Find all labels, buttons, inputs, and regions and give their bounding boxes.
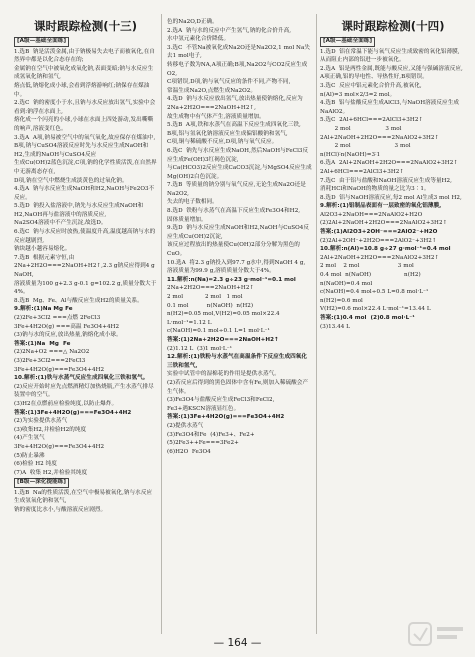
right-section-a-tag: [A级—基础全面练] <box>320 37 375 47</box>
answer-line: (2)2Fe+3Cl2 ===点燃 2FeCl3 <box>14 315 101 321</box>
answer-line: 答案:(1)3Fe+4H2O(g)===Fe3O4+4H2 <box>167 414 285 421</box>
answer-line: 答案:(1)Al2O3+2OH⁻===2AlO2⁻+H2O <box>320 229 438 236</box>
answer-line: 消耗HCl和NaOH的物质的量之比为3∶1。 <box>320 186 430 193</box>
answer-line: 钠块越小越容易熔化。 <box>14 246 71 253</box>
answer-line: (3)2Fe+3Cl2===2FeCl3 3Fe+4H2O(g)===Fe3O4+4H2 <box>14 357 105 373</box>
answer-line: 2.选A 钠与水的反应中产生氢气,钠的化合价升高, <box>167 27 292 34</box>
answer-line: 从而阻止内部的铝进一步被氧化。 <box>320 57 405 64</box>
answer-line: 答案:(1)3Fe+4H2O(g)===Fe3O4+4H2 <box>14 409 132 416</box>
answer-line: B项,钠与CuSO4溶液反应时先与水反应生成NaOH和H2,生成的NaOH与CuSO4反应 <box>14 143 149 158</box>
answer-line: 8.选D 铁粉与水蒸气在高温下反应生成Fe3O4和H2, <box>167 208 301 215</box>
answer-line: 答案:(1)2Na+2H2O===2NaOH+H2↑ <box>167 336 279 343</box>
answer-line: n(Al)=3 mol×2/3=2 mol。 <box>320 91 396 98</box>
answer-line: 9.解析:(1)Na Mg Fe <box>14 306 73 313</box>
answer-line: 7.选C 由于铝与盐酸和NaOH溶液反应生成等量H2, <box>320 177 452 184</box>
answer-line: Al2O3+2NaOH===2NaAlO2+H2O <box>320 211 423 218</box>
answer-line: (4)产生氢气 <box>14 435 45 442</box>
answer-line: n(HCl)∶n(NaOH)=3∶1 <box>320 151 381 158</box>
left-section-b-tag: [B级—深化提能练] <box>14 478 69 488</box>
answer-line: c(NaOH)=0.1 mol÷0.1 L=1 mol·L⁻¹ <box>167 328 270 335</box>
answer-line: C项,铜与稀硫酸不反应,D项,钠与氧气反应。 <box>167 139 278 146</box>
answer-line: (2)2Na+O2 ===△ Na2O2 <box>14 349 90 356</box>
answer-line: 3.选A A项,钠易被空气中的氧气氧化,故应保存在煤油中, <box>14 134 156 141</box>
answer-line: 8.选B Mg、Fe、Al与酸反应生成H2的质量关系。 <box>14 297 143 304</box>
left-column <box>14 18 157 515</box>
answer-line: 2 mol 3 mol <box>320 143 411 150</box>
answer-line: (2)反应开始时应先点燃酒精灯加热烧瓶,产生水蒸气排尽装置中的空气。 <box>14 383 154 399</box>
answer-line: 钠的密度比水小,与酸溶液反应剧烈。 <box>14 507 107 514</box>
answer-line: 4.选B 铝与盐酸反应生成AlCl3,与NaOH溶液反应生成NaAlO2。 <box>320 100 459 115</box>
answer-line: 1.选D 铝在常温下能与氧气反应生成致密的氧化铝薄膜, <box>320 48 460 55</box>
answer-line: 2.选A 铝是两性金属,既能与酸反应,又能与强碱溶液反应, <box>320 65 463 72</box>
answer-line: 2Na+2H2O===2NaOH+H2↑ <box>167 285 255 292</box>
answer-line: (3)钠与水的反应,放出热量,钠熔化成小球。 <box>14 332 122 339</box>
answer-line: 9.选D 钠与水反应生成NaOH和H2,NaOH与CuSO4反应生成Cu(OH)2沉淀, <box>167 225 309 240</box>
answer-line: 转移电子数为NA,A项正确;B项,Na2O2与CO2反应生成O2, <box>167 61 308 77</box>
answer-line: 9.解析:(1)铝制品表面有一层致密的氧化铝薄膜, <box>320 203 442 210</box>
answer-line: (3)H2在点燃前应检验纯度,以防止爆炸。 <box>14 400 118 407</box>
answer-line: 6.选A 2Al+2NaOH+2H2O===2NaAlO2+3H2↑ <box>320 160 459 167</box>
answer-line: 色的Na2O,D正确。 <box>167 19 218 25</box>
answer-line: 1.选B Na的性质活泼,在空气中极易被氧化,钠与水反应生成氢氧化钠和氢气, <box>14 489 153 505</box>
answer-line: c(NaOH)=0.4 mol÷0.5 L=0.8 mol·L⁻¹ <box>320 289 429 296</box>
answer-line: (6)H2O Fe3O4 <box>167 448 211 455</box>
answer-line: 7.选B 等质量的钠分别与氧气反应,无论生成Na2O还是Na2O2, <box>167 182 306 197</box>
answer-line: 答案:(1)0.4 mol (2)0.8 mol·L⁻¹ <box>320 315 415 321</box>
answer-line: 该反应过程放出的热量使Cu(OH)2部分分解为黑色的CuO。 <box>167 242 300 258</box>
answer-line: (3)Fe3O4与盐酸反应生成FeCl3和FeCl2, <box>167 397 275 404</box>
answer-line: 3.选C 反应中铝元素化合价升高,被氧化, <box>320 82 422 89</box>
answer-line: 溶液质量为100 g+2.3 g-0.1 g=102.2 g,质量分数大于4%。 <box>14 280 157 296</box>
right-column <box>320 18 466 331</box>
answer-line: 0.4 mol n(NaOH) n(H2) <box>320 272 421 279</box>
answer-line: (2)为实验提供水蒸气 <box>14 418 68 425</box>
answer-line: C项错误,D项,钠与氧气反应的条件不同,产物不同, <box>167 79 291 86</box>
answer-line: 2Al+2NaOH+2H2O===2NaAlO2+3H2↑ <box>320 134 440 141</box>
answer-line: 与Ca(HCO3)2反应生成CaCO3沉淀,与MgSO4反应生成Mg(OH)2白色沉淀。 <box>167 165 312 180</box>
answer-line: 5.选C 2Al+6HCl===2AlCl3+3H2↑ <box>320 117 424 124</box>
answer-line: 实验中试管中的湿棉花的作用是提供水蒸气。 <box>167 371 280 378</box>
answer-line: 金属钠在空气中被氧化成氧化钠,表面变暗;钠与水反应生成氢氧化钠和氢气, <box>14 65 154 81</box>
middle-column <box>167 18 312 456</box>
column-divider-right <box>316 14 317 634</box>
answer-line: 5.选B A项,铁和水蒸气在高温下反应生成四氧化三铁, <box>167 122 301 129</box>
answer-line: 12.解析:(1)铁粉与水蒸气在高温条件下反应生成四氧化三铁和氢气, <box>167 354 308 369</box>
answer-line: 固体质量增加。 <box>167 216 207 223</box>
answer-line: 失去的电子数相同。 <box>167 199 218 206</box>
answer-line: n(H2)=0.05 mol,V(H2)=0.05 mol×22.4 L·mol⁻¹=1.12 L <box>167 311 282 326</box>
answer-line: (3)Fe3O4和Fe (4)Fe3+、Fe2+ <box>167 431 255 438</box>
answer-line: 2.选C 钠的密度小于水,且钠与水反应放出氢气,实验中会看到:钠浮在水面上, <box>14 100 156 115</box>
answer-line: 10.解析:n(Al)=10.8 g÷27 g·mol⁻¹=0.4 mol <box>320 246 451 253</box>
answer-line: 2Al+2NaOH+2H2O===2NaAlO2+3H2↑ <box>320 254 440 261</box>
answer-line: 10.选A 将2.3 g钠投入到97.7 g水中,得到NaOH 4 g, <box>167 259 306 266</box>
answer-line: 常温生成Na2O,点燃生成Na2O2。 <box>167 87 257 94</box>
answer-line: n(H2)=0.6 mol <box>320 297 363 304</box>
answer-line: V(H2)=0.6 mol×22.4 L·mol⁻¹=13.44 L <box>320 306 431 313</box>
answer-line: 生成Cu(OH)2蓝色沉淀,C项,钠的化学性质活泼,在自然界中无游离态存在, <box>14 160 157 175</box>
answer-line: D项,钠在空气中燃烧生成淡黄色的过氧化钠。 <box>14 177 128 184</box>
right-answer-lines <box>320 48 466 332</box>
answer-line: (3)13.44 L <box>320 323 350 330</box>
answer-line: 1.选B 钠是活泼金属,由于钠极易失去电子而被氧化,在自然界中都是以化合态存在的; <box>14 48 156 64</box>
answer-line: 7.选B 根据元素守恒,由2Na+2H2O===2NaOH+H2↑,2.3 g钠反应得到4 g NaOH, <box>14 254 157 279</box>
answer-line: B项,铝与氢氧化钠溶液反应生成偏铝酸钠和氢气, <box>167 130 288 137</box>
answer-line: A项正确,铝的导电性、导热性好,B项错误。 <box>320 74 428 81</box>
answer-line: 熔化成一个闪亮的小球,小球在水面上四处游动,发出嘶嘶的响声,溶液变红色。 <box>14 117 154 132</box>
answer-line: (2)若反应后得到的黑色固体中含有Fe,则加入稀硫酸会产生气体。 <box>167 379 309 395</box>
answer-line: 水中氢元素化合价降低。 <box>167 36 230 43</box>
left-column-title: 课时跟踪检测(十三) <box>33 19 137 33</box>
answer-line: 0.1 mol n(NaOH) n(H2) <box>167 302 254 309</box>
answer-line: 2 mol 3 mol <box>320 125 402 132</box>
answer-line: 6.选C 钠先与水反应生成NaOH,然后NaOH与FeCl3反应生成Fe(OH)3红褐色沉淀, <box>167 147 309 163</box>
answer-line: 溶液质量为99.9 g,溶质质量分数大于4%。 <box>167 268 275 275</box>
watermark-logo-icon <box>407 619 467 649</box>
answer-line: Na2SO4溶液中不产生沉淀,故选D。 <box>14 220 107 227</box>
answer-line: (7)A 收集 H2,并检验其纯度 <box>14 469 88 476</box>
answer-line: 6.选C 钠与水反应时放热,使温度升高,温度越高钠与水的反应越剧烈, <box>14 229 156 244</box>
answer-line: 5.选D 钠投入盐溶液中,钠先与水反应生成NaOH和H2,NaOH再与盐溶液中的溶质反应, <box>14 203 144 218</box>
right-column-title: 课时跟踪检测(十四) <box>341 19 445 33</box>
column-divider-left <box>161 14 162 634</box>
answer-line: (5)防止暴沸 <box>14 452 45 459</box>
answer-line: (6)检验 H2 纯度 <box>14 461 57 468</box>
answer-line: (2)2Al+2NaOH+2H2O===2NaAlO2+3H2↑ <box>320 220 448 227</box>
answer-line: 2Al+6HCl===2AlCl3+3H2↑ <box>320 168 405 175</box>
answer-line: (5)2Fe3++Fe===3Fe2+ <box>167 440 239 447</box>
answer-line: n(NaOH)=0.4 mol <box>320 280 373 287</box>
answer-line: (2)2Al+2OH⁻+2H2O===2AlO2⁻+3H2↑ <box>320 237 437 244</box>
answer-line: 2 mol 2 mol 3 mol <box>320 263 414 270</box>
answer-line: (2)1.12 L (3)1 mol·L⁻¹ <box>167 345 232 352</box>
answer-line: (2)提供水蒸气 <box>167 422 204 429</box>
left-tail-lines <box>14 489 157 515</box>
answer-line: 11.解析:n(Na)=2.3 g÷23 g·mol⁻¹=0.1 mol <box>167 276 296 283</box>
answer-line: 4.选D 钠与水反应放出氢气,放出热量使钠熔化,反应为2Na+2H2O===2NaOH+H2↑, <box>167 96 303 111</box>
left-section-a-tag: [A级—基础全面练] <box>14 37 69 47</box>
answer-line: 4.选A 钠与水反应生成NaOH和H2,NaOH与Fe2O3不反应。 <box>14 186 155 201</box>
answer-line: 2 mol 2 mol 1 mol <box>167 294 243 300</box>
answer-line: 10.解析:(1)铁与水蒸气反应生成四氧化三铁和氢气。 <box>14 375 149 382</box>
answer-line: 答案:(1)Na Mg Fe <box>14 340 71 347</box>
page-number: — 164 — <box>213 637 262 649</box>
middle-answer-lines <box>167 18 312 456</box>
answer-line: 故生成物中有气体产生,溶液质量增加。 <box>167 113 265 120</box>
answer-line: 熔点低,钠熔化成小球,会看到浮熔游响红;钠保存在煤油中。 <box>14 82 150 98</box>
left-answer-lines <box>14 48 157 478</box>
answer-line: 3.选C 不管Na被氧化成Na2O还是Na2O2,1 mol Na失去1 mol电子, <box>167 44 310 60</box>
answer-line: (3)收集H2,并检验H2的纯度 <box>14 426 87 433</box>
answer-line: 3Fe+4H2O(g) ===高温 Fe3O4+4H2 <box>14 323 120 330</box>
answer-line: 3Fe+4H2O(g)===Fe3O4+4H2 <box>14 443 105 450</box>
answer-line: 8.选D 铝与NaOH溶液反应,每2 mol Al生成3 mol H2, <box>320 194 462 201</box>
answer-line: Fe3+遇KSCN溶液显红色。 <box>167 405 240 412</box>
